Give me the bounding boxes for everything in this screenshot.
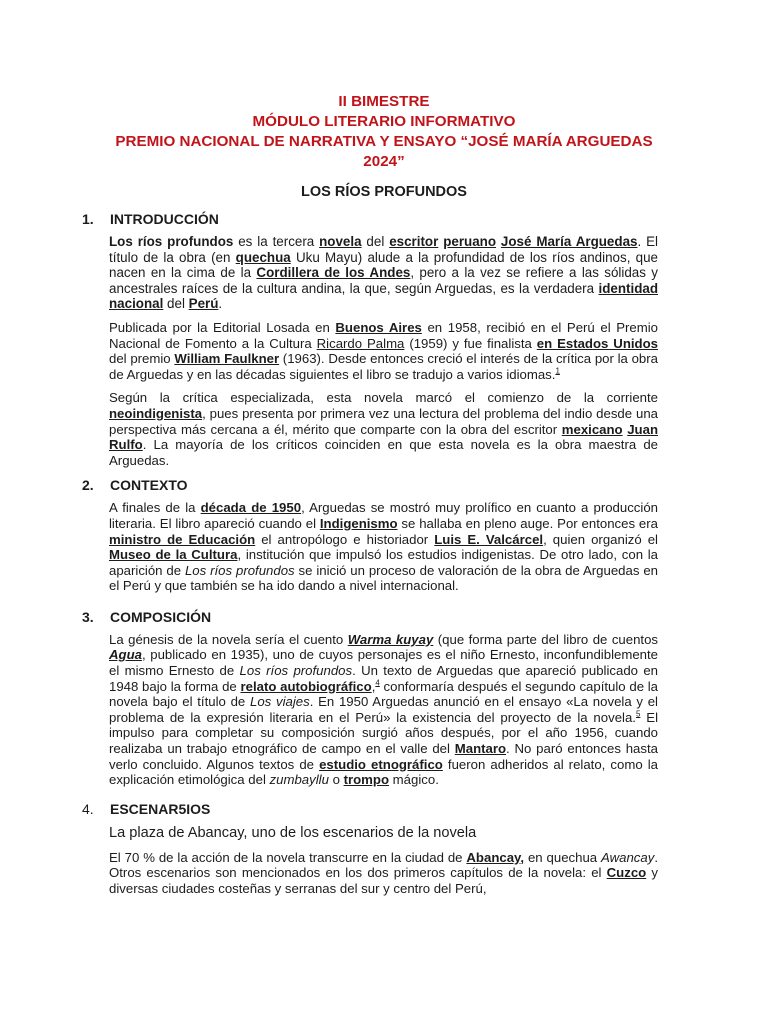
text-run: ,	[371, 678, 376, 694]
link-agua[interactable]: Agua	[109, 647, 142, 663]
text-run: . No paró entonces hasta verlo concluido. Algunos textos de	[109, 741, 658, 772]
footnote-marker[interactable]: 5	[635, 709, 641, 719]
section-composicion	[82, 608, 658, 788]
text-run: es la tercera	[233, 234, 320, 249]
italic-title: Los ríos profundos	[184, 562, 295, 578]
text-run: y diversas ciudades costeñas y serranas del sur y centro del Perú,	[109, 865, 658, 896]
text-run: A finales de la	[109, 500, 201, 516]
text-run: . Otros escenarios son mencionados en los dos primeros capítulos de la novela: el	[109, 849, 658, 881]
composicion-paragraph	[109, 632, 658, 788]
image-caption: La plaza de Abancay, uno de los escenarios de la novela	[109, 824, 477, 841]
section-number: 4.	[82, 800, 94, 817]
text-run: El impulso para completar su composición surgió años después, por el año 1956, cuando realizaba un trabajo etnográfico de campo en el valle del	[109, 709, 659, 757]
link-abancay[interactable]: Abancay,	[466, 849, 525, 865]
link-warma-kuyay[interactable]: Warma kuyay	[347, 631, 434, 647]
link-mexicano[interactable]: mexicano	[561, 421, 623, 437]
text-run: se hallaba en pleno auge. Por entonces era	[397, 515, 658, 531]
section-introduccion	[82, 210, 658, 468]
link-luis-e-valcarcel[interactable]: Luis E. Valcárcel	[434, 531, 544, 547]
text-run: . Un texto de Arguedas que apareció publicado en 1948 bajo la forma de	[109, 663, 658, 694]
escenarios-paragraph	[109, 850, 658, 897]
section-title: ESCENAR5IOS	[110, 800, 211, 817]
text-run: o	[328, 772, 344, 788]
link-indigenismo[interactable]: Indigenismo	[319, 515, 398, 531]
header-line-modulo: MÓDULO LITERARIO INFORMATIVO	[252, 113, 516, 130]
link-ricardo-palma[interactable]: Ricardo Palma	[316, 335, 405, 351]
text-run: (que forma parte del libro de cuentos	[433, 631, 659, 647]
link-mantaro[interactable]: Mantaro	[454, 741, 507, 757]
link-trompo[interactable]: trompo	[343, 772, 390, 788]
text-run: El 70 % de la acción de la novela transcurre en la ciudad de	[109, 849, 467, 865]
section-number: 1.	[82, 211, 94, 227]
text-run: . La mayoría de los críticos coinciden en que esta novela es la obra maestra de Arguedas.	[109, 437, 658, 468]
text-run: , pues presenta por primera vez una lectura del problema del indio desde una perspectiva más cercana a él, mérito que comparte con la obra del escritor	[109, 405, 658, 437]
section-contexto	[82, 476, 658, 594]
text-run: . El título de la obra (en	[109, 234, 658, 265]
text-run: fueron adheridos al relato, como la explicación etimológica del	[109, 756, 658, 788]
link-neoindigenista[interactable]: neoindigenista	[109, 405, 203, 421]
section-title: CONTEXTO	[110, 477, 188, 494]
footnote-marker[interactable]: 4	[375, 678, 380, 688]
text-run: Uku Mayu) alude a la profundidad de los ríos andinos, que nacen en la cima de la	[109, 249, 658, 281]
text-run: se inició un proceso de valoración de la obra de Arguedas en el Perú y que también se ha ido dando a nivel internacional.	[109, 562, 658, 594]
intro-paragraph-3	[109, 390, 658, 468]
italic-term: Awancay	[601, 849, 655, 865]
link-peru[interactable]: Perú	[188, 296, 219, 312]
intro-paragraph-1	[109, 234, 658, 312]
section-heading	[82, 608, 658, 626]
italic-title: Los ríos profundos	[239, 663, 353, 679]
text-run: del premio	[109, 351, 175, 367]
text-run: en quechua	[524, 849, 602, 865]
link-museo-de-la-cultura[interactable]: Museo de la Cultura	[109, 547, 238, 563]
text-run: Publicada por la Editorial Losada en	[109, 319, 336, 335]
text-run: .	[218, 296, 223, 312]
header-line-premio: PREMIO NACIONAL DE NARRATIVA Y ENSAYO “JOSÉ MARÍA ARGUEDAS 2024”	[115, 133, 653, 170]
text-run: del	[361, 234, 390, 249]
footnote-marker[interactable]: 1	[555, 366, 560, 376]
link-peruano[interactable]: peruano	[443, 234, 497, 249]
link-juan-rulfo[interactable]: Juan Rulfo	[109, 421, 658, 453]
document-header	[0, 92, 768, 172]
link-novela[interactable]: novela	[319, 234, 362, 249]
link-cuzco[interactable]: Cuzco	[606, 865, 647, 881]
section-heading	[82, 476, 658, 494]
section-title: COMPOSICIÓN	[110, 608, 212, 625]
link-ministro-de-educacion[interactable]: ministro de Educación	[109, 531, 256, 547]
section-escenarios	[82, 800, 658, 897]
italic-term: zumbayllu	[269, 772, 329, 788]
link-estados-unidos[interactable]: en Estados Unidos	[536, 335, 658, 351]
italic-title: Los viajes	[249, 694, 310, 710]
section-heading	[82, 210, 658, 228]
text-run: . En 1950 Arguedas anunció en el ensayo «La novela y el problema de la expresión literaria en el Perú» la existencia del proyecto de la novela.	[109, 694, 658, 725]
document-subtitle: LOS RÍOS PROFUNDOS	[301, 184, 467, 200]
text-run: del	[163, 296, 189, 312]
section-title: INTRODUCCIÓN	[110, 211, 219, 227]
text-run: , quien organizó el	[543, 531, 658, 547]
text-run: (1963). Desde entonces creció el interés de la crítica por la obra de Arguedas y en las décadas siguientes el libro se tradujo a varios idiomas.	[109, 351, 658, 382]
section-number: 2.	[82, 477, 94, 494]
text-run: en 1958, recibió en el Perú el Premio Nacional de Fomento a la Cultura	[109, 319, 658, 351]
intro-paragraph-2	[109, 320, 658, 382]
text-run: , Arguedas se mostró muy prolífico en cuanto a producción literaria. El libro apareció cuando el	[109, 500, 659, 531]
text-run: , institución que impulsó los estudios indigenistas. De otro lado, con la aparición de	[109, 547, 659, 578]
text-run: Según la crítica especializada, esta novela marcó el comienzo de la corriente	[109, 390, 658, 406]
contexto-paragraph	[109, 500, 658, 594]
link-buenos-aires[interactable]: Buenos Aires	[335, 319, 422, 335]
link-quechua[interactable]: quechua	[235, 249, 291, 265]
section-number: 3.	[82, 608, 94, 625]
book-title-text: Los ríos profundos	[109, 234, 234, 249]
text-run: (1959) y fue finalista	[404, 335, 537, 351]
link-identidad-nacional[interactable]: identidad nacional	[109, 280, 658, 312]
link-estudio-etnografico[interactable]: estudio etnográfico	[319, 756, 443, 772]
link-decada-de-1950[interactable]: década de 1950	[200, 500, 302, 516]
link-escritor[interactable]: escritor	[389, 234, 439, 249]
link-cordillera-de-los-andes[interactable]: Cordillera de los Andes	[256, 265, 411, 281]
link-relato-autobiografico[interactable]: relato autobiográfico	[240, 678, 372, 694]
text-run: el antropólogo e historiador	[255, 531, 435, 547]
link-jose-maria-arguedas[interactable]: José María Arguedas	[500, 234, 638, 249]
text-run: mágico.	[389, 772, 439, 788]
text-run: conformaría después el segundo capítulo de la novela bajo el título de	[109, 678, 659, 710]
text-run: , publicado en 1935), uno de cuyos personajes es el niño Ernesto, inconfundiblemente el mismo Ernesto de	[109, 647, 658, 679]
section-heading	[82, 800, 658, 818]
text-run: La génesis de la novela sería el cuento	[109, 631, 348, 647]
header-line-bimestre: II BIMESTRE	[338, 93, 430, 110]
text-run: , pero a la vez se refiere a las sólidas y ancestrales raíces de la cultura andina, la que, según Arguedas, es la verdadera	[109, 265, 658, 296]
link-william-faulkner[interactable]: William Faulkner	[174, 351, 280, 367]
